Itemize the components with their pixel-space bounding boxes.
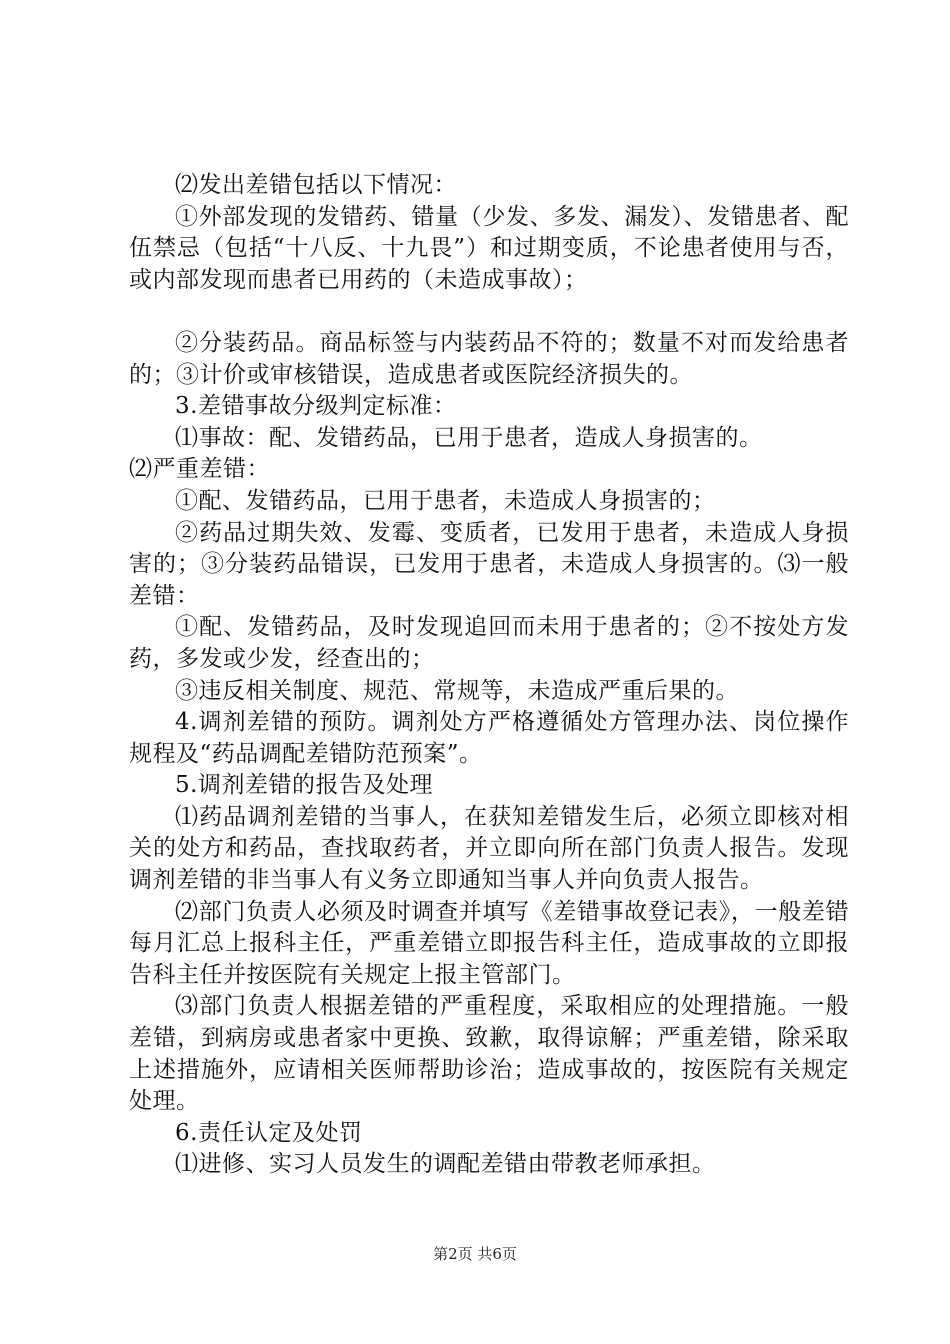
paragraph-dispensing-error-intro: ⑵发出差错包括以下情况： <box>175 172 457 198</box>
section-heading-prevention: 4.调剂差错的预防。调剂处方严格遵循处方管理办法、岗位操作规程及“药品调配差错防范预案”。 <box>129 709 849 767</box>
paragraph-general-error-1: ①配、发错药品，及时发现追回而未用于患者的；②不按处方发药，多发或少发，经查出的； <box>129 614 849 672</box>
paragraph-reporting-2: ⑵部门负责人必须及时调查并填写《差错事故登记表》，一般差错每月汇总上报科主任，严重差错立即报告科主任，造成事故的立即报告科主任并按医院有关规定上报主管部门。 <box>129 898 849 988</box>
section-heading-responsibility: 6.责任认定及处罚 <box>175 1119 363 1146</box>
paragraph-general-error-3: ③违反相关制度、规范、常规等，未造成严重后果的。 <box>175 677 739 704</box>
paragraph-accident-definition: ⑴事故：配、发错药品，已用于患者，造成人身损害的。 <box>175 424 763 451</box>
paragraph-responsibility-1: ⑴进修、实习人员发生的调配差错由带教老师承担。 <box>175 1151 716 1178</box>
paragraph-reporting-3: ⑶部门负责人根据差错的严重程度，采取相应的处理措施。一般差错，到病房或患者家中更换、致歉，取得谅解；严重差错，除采取上述措施外，应请相关医师帮助诊治；造成事故的，按医院有关规定处理。 <box>129 993 849 1115</box>
paragraph-external-errors: ①外部发现的发错药、错量（少发、多发、漏发）、发错患者、配伍禁忌（包括“十八反、十九畏”）和过期变质，不论患者使用与否，或内部发现而患者已用药的（未造成事故）； <box>129 203 849 293</box>
paragraph-serious-error-2: ②药品过期失效、发霉、变质者，已发用于患者，未造成人身损害的；③分装药品错误，已发用于患者，未造成人身损害的。⑶一般差错： <box>129 519 849 609</box>
document-body <box>129 170 849 1181</box>
paragraph-serious-error-1: ①配、发错药品，已用于患者，未造成人身损害的； <box>175 487 716 514</box>
page-footer: 第2页 共6页 <box>433 1245 517 1263</box>
section-heading-reporting: 5.调剂差错的报告及处理 <box>175 772 433 799</box>
section-heading-grading: 3.差错事故分级判定标准： <box>175 393 457 420</box>
paragraph-reporting-1: ⑴药品调剂差错的当事人，在获知差错发生后，必须立即核对相关的处方和药品，查找取药者，并立即向所在部门负责人报告。发现调剂差错的非当事人有义务立即通知当事人并向负责人报告。 <box>129 803 849 894</box>
paragraph-repackaging-errors: ②分装药品。商品标签与内装药品不符的；数量不对而发给患者的；③计价或审核错误，造成患者或医院经济损失的。 <box>129 329 849 388</box>
paragraph-serious-error-label: ⑵严重差错： <box>129 456 270 483</box>
